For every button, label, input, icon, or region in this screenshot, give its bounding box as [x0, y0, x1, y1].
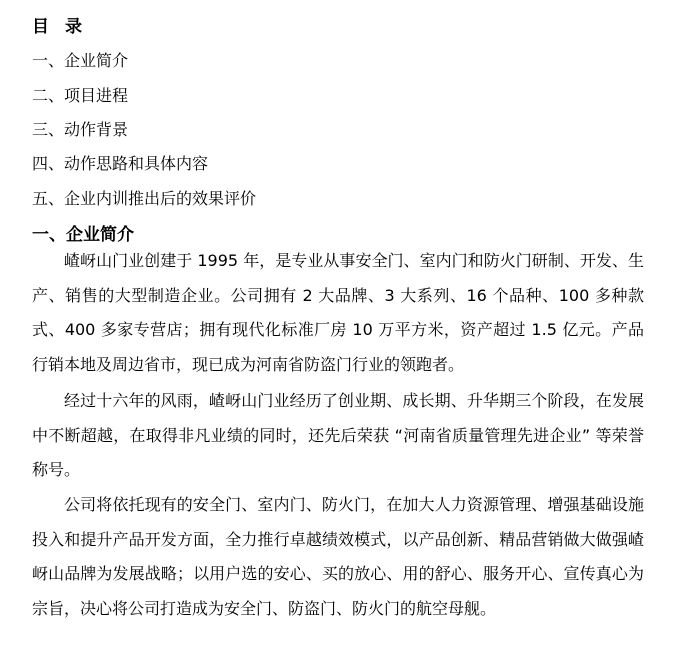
paragraph-company-overview: 嵖岈山门业创建于 1995 年，是专业从事安全门、室内门和防火门研制、开发、生产、销售的大型制造企业。公司拥有 2 大品牌、3 大系列、16 个品种、100 多种款式、400 多家专营店；拥有现代化标准厂房 10 万平方米，资产超过 1.5 亿元。产品行销本地及周边省市，现已成为河南省防盗门行业的领跑者。: [32, 251, 644, 374]
toc-item-background: 三、动作背景: [32, 120, 129, 139]
paragraph-company-strategy: 公司将依托现有的安全门、室内门、防火门，在加大人力资源管理、增强基础设施投入和提升产品开发方面，全力推行卓越绩效模式，以产品创新、精品营销做大做强嵖岈山品牌为发展战略；以用户选的安心、买的放心、用的舒心、服务开心、宣传真心为宗旨，决心将公司打造成为安全门、防盗门、防火门的航空母舰。: [32, 495, 644, 618]
toc-item-progress: 二、项目进程: [32, 86, 129, 105]
toc-title: 目录: [32, 17, 98, 37]
section-heading: 一、企业简介: [32, 225, 134, 245]
toc-item-intro: 一、企业简介: [32, 51, 129, 70]
toc-item-evaluation: 五、企业内训推出后的效果评价: [32, 189, 257, 208]
toc-item-approach: 四、动作思路和具体内容: [32, 154, 209, 173]
paragraph-company-history: 经过十六年的风雨，嵖岈山门业经历了创业期、成长期、升华期三个阶段，在发展中不断超越，在取得非凡业绩的同时，还先后荣获 “河南省质量管理先进企业” 等荣誉称号。: [32, 391, 644, 480]
